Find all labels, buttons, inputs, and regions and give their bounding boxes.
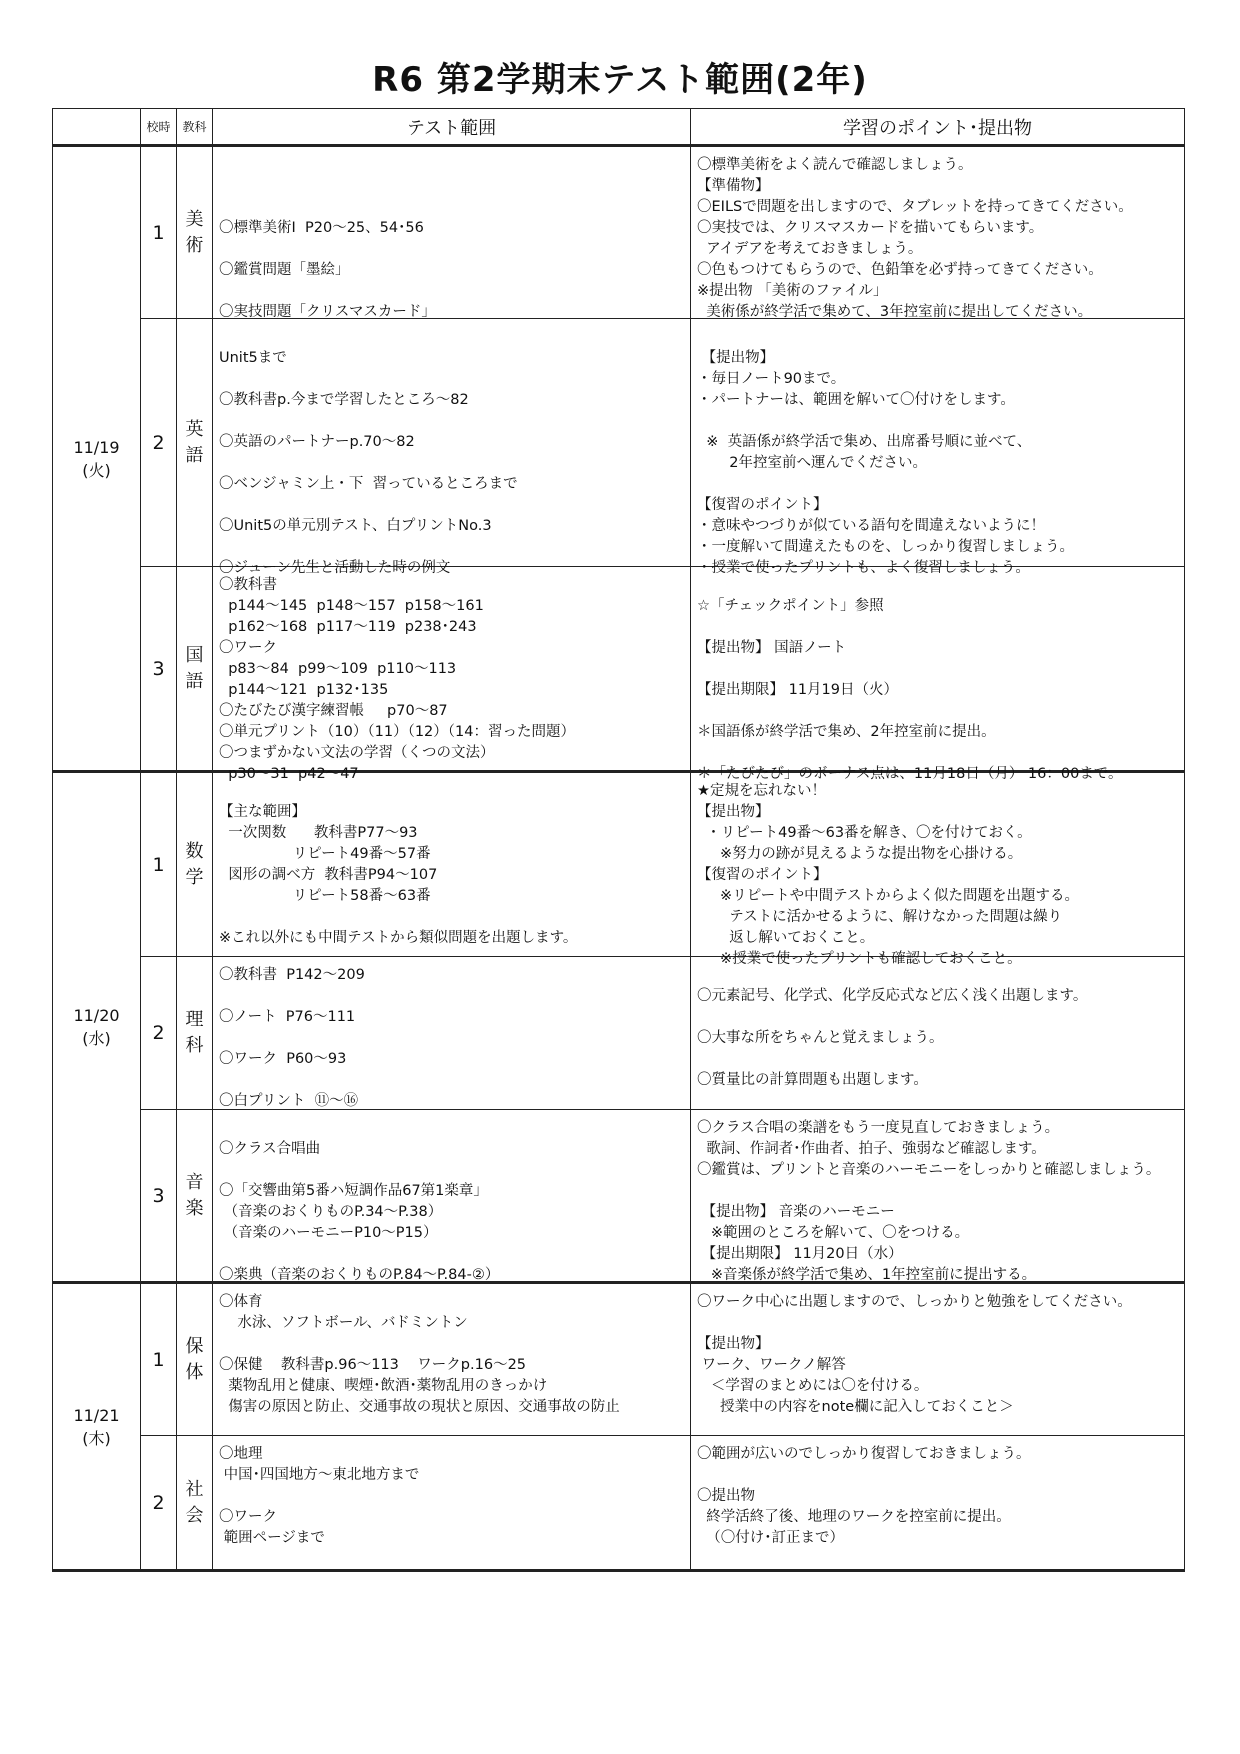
range-line: 〇Unit5の単元別テスト、白プリントNo.3: [219, 518, 492, 534]
points-line: 授業中の内容をnote欄に記入しておくこと＞: [697, 1399, 1014, 1415]
points-line: 〇EILSで問題を出しますので、タブレットを持ってきてください。: [697, 199, 1133, 215]
points-line: 【提出物】: [697, 1336, 770, 1352]
range-line: [219, 495, 686, 516]
period-cell: 1: [141, 1283, 177, 1436]
range-cell: [213, 1283, 691, 1436]
period-cell: 2: [141, 319, 177, 567]
subject-cell: [177, 957, 213, 1110]
range-line: [219, 1244, 686, 1265]
points-line: 〇標準美術をよく読んで確認しましょう。: [697, 157, 973, 173]
range-line: [219, 197, 686, 218]
points-cell: [691, 772, 1185, 967]
range-line: 水泳、ソフトボール、バドミントン: [219, 1315, 468, 1331]
points-line: [697, 1465, 1180, 1486]
header-period: 校時: [141, 109, 177, 146]
header-subject: 教科: [177, 109, 213, 146]
points-line: ＊国語係が終学活で集め、2年控室前に提出。: [697, 724, 996, 740]
points-content: [691, 319, 1184, 576]
weekday-label: (火): [82, 460, 111, 480]
period-cell: 2: [141, 1436, 177, 1571]
range-line: 〇たびたび漢字練習帳 p70～87: [219, 703, 448, 719]
subject-cell: [177, 319, 213, 567]
points-line: [697, 701, 1180, 722]
range-cell: [213, 319, 691, 576]
subject-char: 楽: [185, 1197, 204, 1219]
weekday-label: (水): [82, 1029, 111, 1048]
points-line: 〇質量比の計算問題も出題します。: [697, 1072, 928, 1088]
points-line: アイデアを考えておきましょう。: [697, 241, 923, 257]
range-line: [219, 176, 686, 197]
date-label: 11/21: [73, 1405, 120, 1425]
range-line: （音楽のハーモニーP10～P15）: [219, 1225, 438, 1241]
subject-cell: [177, 567, 213, 772]
header-points: 学習のポイント･提出物: [691, 109, 1185, 146]
points-line: ＜学習のまとめには〇を付ける。: [697, 1378, 929, 1394]
range-cell: [213, 772, 691, 957]
range-line: 〇鑑賞問題「墨絵」: [219, 262, 350, 278]
points-content: [691, 567, 1184, 782]
points-line: [697, 327, 1180, 348]
points-cell: [691, 1283, 1185, 1436]
points-line: [697, 743, 1180, 764]
period-cell: 1: [141, 772, 177, 957]
points-line: 【提出物】 国語ノート: [697, 640, 847, 656]
points-line: 歌詞、作詞者･作曲者、拍子、強弱など確認します。: [697, 1141, 1046, 1157]
range-content: [213, 319, 690, 576]
points-line: ※範囲のところを解いて、〇をつける。: [697, 1225, 970, 1241]
points-line: 【提出期限】 11月20日（水）: [697, 1246, 903, 1262]
header-row: [53, 109, 1185, 146]
points-line: 美術係が終学活で集めて、3年控室前に提出してください。: [697, 304, 1093, 320]
range-line: [219, 1070, 686, 1091]
points-line: 【提出物】: [697, 804, 770, 820]
range-line: 図形の調べ方 教科書P94～107: [219, 867, 438, 883]
points-line: [697, 1049, 1180, 1070]
range-line: [219, 453, 686, 474]
subject-char: 英: [185, 418, 204, 440]
range-line: [219, 1160, 686, 1181]
range-line: ※これ以外にも中間テストから類似問題を出題します。: [219, 930, 578, 946]
range-line: 〇教科書 P142～209: [219, 967, 365, 983]
subject-row: [53, 319, 1185, 567]
points-line: 〇鑑賞は、プリントと音楽のハーモニーをしっかりと確認しましょう。: [697, 1162, 1161, 1178]
range-content: [213, 1110, 690, 1281]
range-line: 〇実技問題「クリスマスカード」: [219, 304, 436, 320]
points-line: [697, 1181, 1180, 1202]
subject-char: 語: [185, 670, 204, 692]
points-cell: [691, 567, 1185, 782]
subject-char: 体: [185, 1361, 204, 1383]
points-line: [697, 659, 1180, 680]
points-line: ＊「たびたび」のボーナス点は、11月18日（月） 16：00まで。: [697, 766, 1123, 782]
range-line: リピート49番～57番: [219, 846, 431, 862]
subject-row: [53, 1436, 1185, 1571]
subject-cell: [177, 146, 213, 319]
range-cell: [213, 146, 691, 319]
points-line: [697, 474, 1180, 495]
range-line: 〇体育: [219, 1294, 263, 1310]
range-line: 〇単元プリント（10）（11）（12）（14：習った問題）: [219, 724, 575, 740]
subject-char: 社: [185, 1478, 204, 1500]
points-line: ※努力の跡が見えるような提出物を心掛ける。: [697, 846, 1023, 862]
subject-row: [53, 1110, 1185, 1283]
range-content: [213, 957, 690, 1109]
range-line: 〇クラス合唱曲: [219, 1141, 321, 1157]
points-line: 〇提出物: [697, 1488, 755, 1504]
day-group: [53, 146, 1185, 782]
points-line: [697, 617, 1180, 638]
subject-char: 語: [185, 444, 204, 466]
points-line: ・パートナーは、範囲を解いて〇付けをします。: [697, 392, 1015, 408]
points-line: ☆「チェックポイント」参照: [697, 598, 884, 614]
range-cell: [213, 1110, 691, 1283]
subject-char: 科: [185, 1035, 204, 1056]
range-line: 傷害の原因と防止、交通事故の現状と原因、交通事故の防止: [219, 1399, 620, 1415]
range-line: 範囲ページまで: [219, 1530, 325, 1546]
range-line: 〇地理: [219, 1446, 263, 1462]
range-line: 〇教科書: [219, 577, 277, 593]
period-cell: 1: [141, 146, 177, 319]
date-cell: [53, 1283, 141, 1571]
points-line: ・意味やつづりが似ている語句を間違えないように！: [697, 518, 1045, 534]
subject-cell: [177, 1110, 213, 1283]
range-line: 薬物乱用と健康、喫煙･飲酒･薬物乱用のきっかけ: [219, 1378, 548, 1394]
points-line: ワーク、ワークノ解答: [697, 1357, 846, 1373]
points-line: 【提出物】: [697, 350, 775, 366]
points-cell: [691, 146, 1185, 319]
test-range-table: [52, 108, 1185, 1572]
range-line: 〇ベンジャミン上・下 習っているところまで: [219, 476, 518, 492]
range-line: 〇英語のパートナーp.70～82: [219, 434, 415, 450]
points-content: [691, 1110, 1184, 1281]
subject-char: 保: [185, 1335, 204, 1357]
points-line: 【復習のポイント】: [697, 867, 828, 883]
subject-char: 学: [185, 866, 204, 888]
range-cell: [213, 567, 691, 782]
points-line: （〇付け･訂正まで）: [697, 1530, 844, 1546]
points-cell: [691, 319, 1185, 576]
points-line: 〇範囲が広いのでしっかり復習しておきましょう。: [697, 1446, 1031, 1462]
subject-char: 理: [185, 1009, 204, 1030]
points-cell: [691, 957, 1185, 1110]
range-line: [219, 1028, 686, 1049]
range-line: [219, 907, 686, 928]
points-line: 【準備物】: [697, 178, 770, 194]
subject-cell: [177, 1283, 213, 1436]
range-line: 〇ワーク: [219, 1509, 277, 1525]
range-line: p162～168 p117～119 p238･243: [219, 619, 477, 635]
page-title: R6 第2学期末テスト範囲(2年): [372, 60, 868, 100]
subject-char: 音: [185, 1171, 204, 1193]
range-line: 〇保健 教科書p.96～113 ワークp.16～25: [219, 1357, 527, 1373]
subject-cell: [177, 1436, 213, 1571]
range-line: 〇標準美術Ⅰ P20～25、54･56: [219, 220, 424, 236]
range-line: 〇ジューン先生と活動した時の例文: [219, 560, 451, 576]
range-line: Unit5まで: [219, 350, 287, 366]
range-content: [213, 1436, 690, 1569]
subject-row: [53, 772, 1185, 957]
points-content: [691, 1284, 1184, 1435]
range-line: 一次関数 教科書P77～93: [219, 825, 418, 841]
points-line: 〇色もつけてもらうので、色鉛筆を必ず持ってきてください。: [697, 262, 1103, 278]
points-line: [697, 1313, 1180, 1334]
range-line: [219, 369, 686, 390]
points-line: ※リピートや中間テストからよく似た問題を出題する。: [697, 888, 1080, 904]
points-line: ※音楽係が終学活で集め、1年控室前に提出する。: [697, 1267, 1037, 1283]
points-cell: [691, 1436, 1185, 1571]
points-line: 〇大事な所をちゃんと覚えましょう。: [697, 1030, 944, 1046]
points-line: ・リピート49番～63番を解き、〇を付けておく。: [697, 825, 1032, 841]
period-cell: 3: [141, 567, 177, 772]
points-line: 【提出期限】 11月19日（火）: [697, 682, 899, 698]
range-line: [219, 239, 686, 260]
weekday-label: (木): [82, 1428, 111, 1448]
points-line: テストに活かせるように、解けなかった問題は繰り: [697, 909, 1063, 925]
range-line: 〇ノート P76～111: [219, 1009, 356, 1025]
points-line: 〇ワーク中心に出題しますので、しっかりと勉強をしてください。: [697, 1294, 1132, 1310]
range-line: [219, 155, 686, 176]
points-line: ※提出物 「美術のファイル」: [697, 283, 888, 299]
points-line: 【提出物】 音楽のハーモニー: [697, 1204, 895, 1220]
range-content: [213, 1284, 690, 1435]
range-cell: [213, 1436, 691, 1571]
subject-char: 数: [185, 840, 204, 862]
subject-row: [53, 146, 1185, 319]
points-line: ・一度解いて間違えたものを、しっかり復習しましょう。: [697, 539, 1074, 555]
range-content: [213, 147, 690, 318]
range-line: [219, 1486, 686, 1507]
range-content: [213, 773, 690, 956]
points-content: [691, 1436, 1184, 1569]
range-line: [219, 281, 686, 302]
subject-cell: [177, 772, 213, 957]
range-line: [219, 1118, 686, 1139]
range-line: 〇「交響曲第5番ハ短調作品67第1楽章」: [219, 1183, 488, 1199]
range-line: 〇つまずかない文法の学習（くつの文法）: [219, 745, 495, 761]
range-line: 〇白プリント ⑪～⑯: [219, 1093, 359, 1109]
range-line: p144～121 p132･135: [219, 682, 389, 698]
date-label: 11/20: [73, 1006, 120, 1025]
points-cell: [691, 1110, 1185, 1283]
range-line: [219, 327, 686, 348]
points-line: 〇実技では、クリスマスカードを描いてもらいます。: [697, 220, 1044, 236]
points-line: ★定規を忘れない！: [697, 783, 826, 799]
points-line: 2年控室前へ運んでください。: [697, 455, 927, 471]
range-line: 〇教科書p.今まで学習したところ～82: [219, 392, 469, 408]
header-range: テスト範囲: [213, 109, 691, 146]
date-cell: [53, 146, 141, 772]
range-line: （音楽のおくりものP.34～P.38）: [219, 1204, 443, 1220]
range-line: 〇ワーク: [219, 640, 277, 656]
header-date: [53, 109, 141, 146]
points-line: [697, 1007, 1180, 1028]
range-line: 〇楽典（音楽のおくりものP.84～P.84-②）: [219, 1267, 500, 1283]
points-line: 【復習のポイント】: [697, 497, 828, 513]
range-line: 〇ワーク P60～93: [219, 1051, 347, 1067]
points-line: ・授業で使ったプリントも、よく復習しましょう。: [697, 560, 1030, 576]
points-line: ・毎日ノート90まで。: [697, 371, 846, 387]
range-line: [219, 986, 686, 1007]
range-line: p83～84 p99～109 p110～113: [219, 661, 457, 677]
points-line: ※授業で使ったプリントも確認しておくこと。: [697, 951, 1022, 967]
points-line: 〇元素記号、化学式、化学反応式など広く浅く出題します。: [697, 988, 1088, 1004]
subject-row: [53, 567, 1185, 772]
subject-char: 美: [185, 208, 204, 230]
range-cell: [213, 957, 691, 1110]
points-content: [691, 957, 1184, 1109]
date-label: 11/19: [73, 437, 120, 457]
points-line: [697, 411, 1180, 432]
points-line: 終学活終了後、地理のワークを控室前に提出。: [697, 1509, 1011, 1525]
range-line: p144～145 p148～157 p158～161: [219, 598, 484, 614]
period-cell: 3: [141, 1110, 177, 1283]
subject-char: 会: [185, 1504, 204, 1526]
range-line: [219, 411, 686, 432]
range-line: [219, 537, 686, 558]
range-line: 【主な範囲】: [219, 804, 306, 820]
subject-row: [53, 957, 1185, 1110]
points-content: [691, 147, 1184, 318]
range-content: [213, 567, 690, 782]
subject-char: 術: [185, 234, 204, 256]
subject-char: 国: [185, 644, 204, 666]
day-group: [53, 1283, 1185, 1571]
points-line: 返し解いておくこと。: [697, 930, 875, 946]
range-line: p30～31 p42～47: [219, 766, 359, 782]
points-line: ※ 英語係が終学活で集め、出席番号順に並べて、: [697, 434, 1032, 450]
date-cell: [53, 772, 141, 1283]
points-content: [691, 773, 1184, 967]
points-line: 〇クラス合唱の楽譜をもう一度見直しておきましょう。: [697, 1120, 1060, 1136]
subject-row: [53, 1283, 1185, 1436]
period-cell: 2: [141, 957, 177, 1110]
range-line: [219, 1334, 686, 1355]
range-line: リピート58番～63番: [219, 888, 431, 904]
range-line: 中国･四国地方～東北地方まで: [219, 1467, 420, 1483]
day-group: [53, 772, 1185, 1283]
